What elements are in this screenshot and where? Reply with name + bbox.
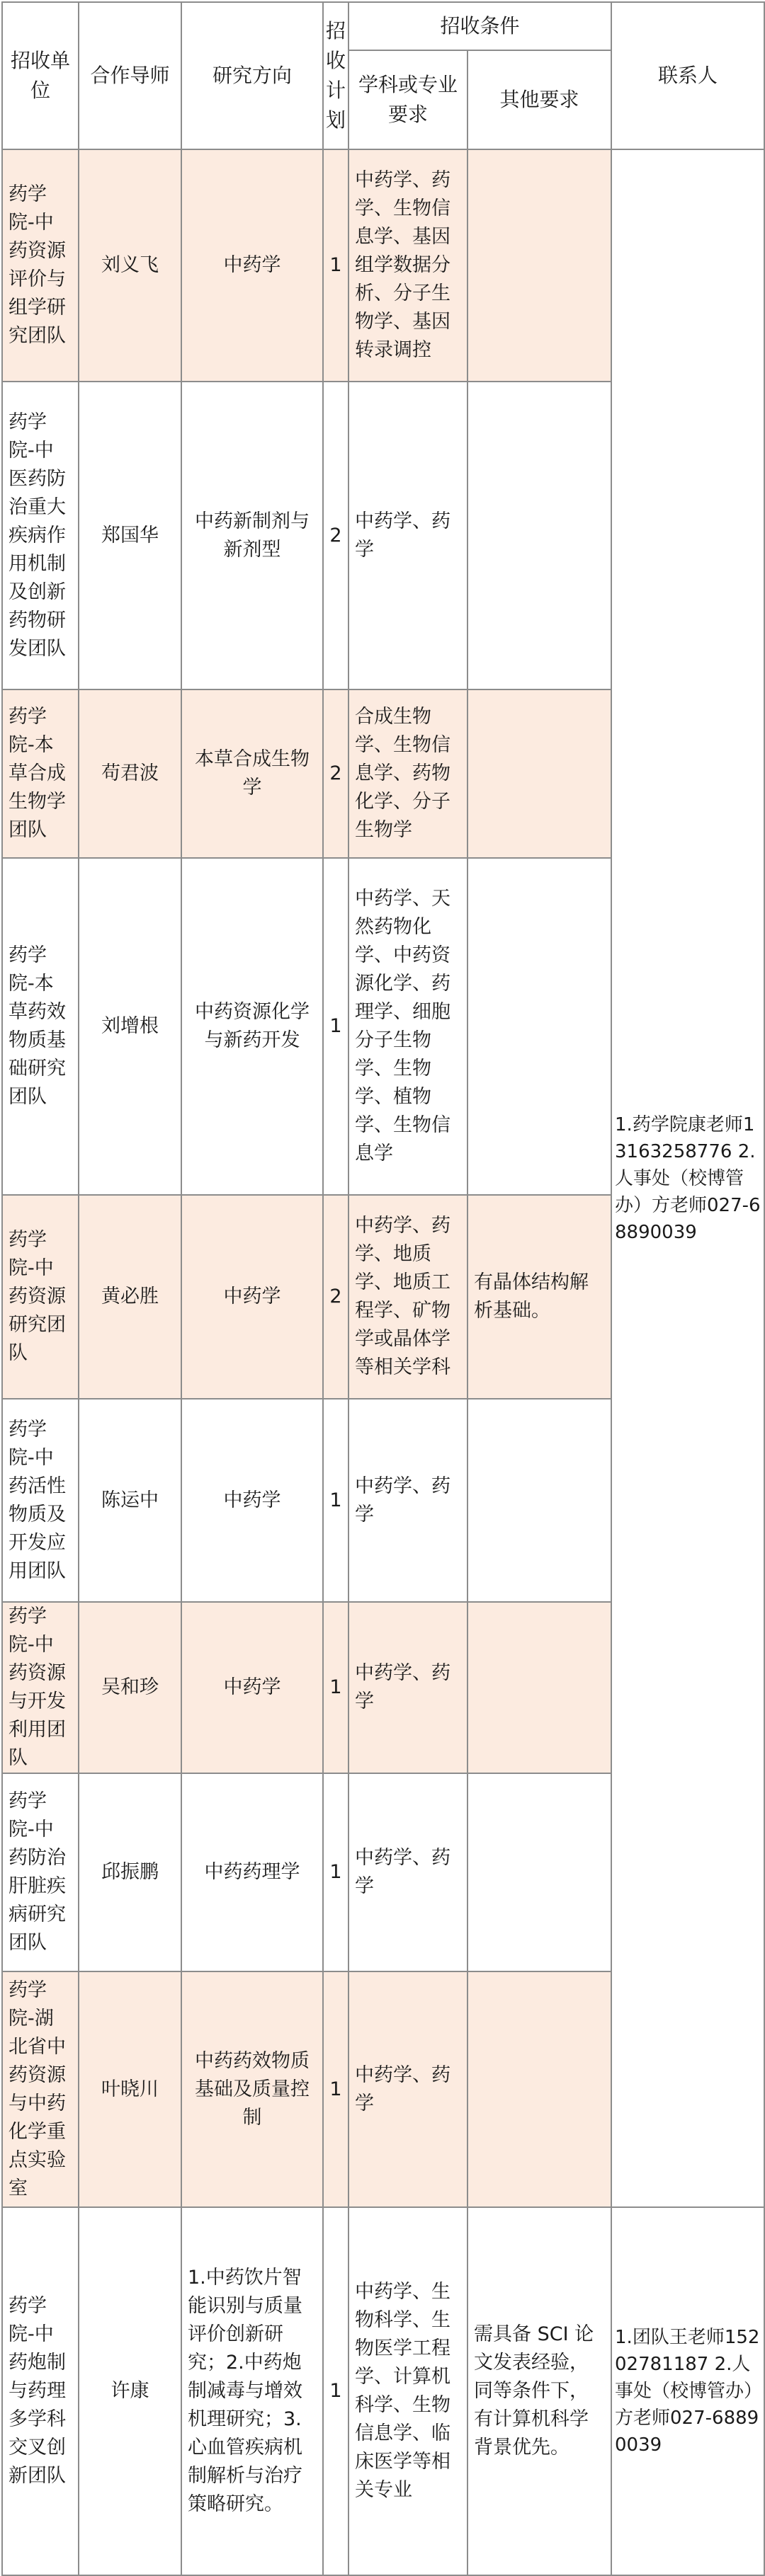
advisor-cell: 刘增根 <box>79 858 181 1195</box>
other-cell <box>468 382 611 689</box>
direction-cell: 中药新制剂与新剂型 <box>181 382 323 689</box>
major-cell: 中药学、药学 <box>348 1971 468 2207</box>
unit-cell: 药学院-湖北省中药资源与中药化学重点实验室 <box>2 1971 79 2207</box>
unit-cell: 药学院-中药防治肝脏疾病研究团队 <box>2 1773 79 1971</box>
other-cell <box>468 689 611 858</box>
direction-cell: 中药学 <box>181 1195 323 1399</box>
unit-cell: 药学院-中药资源与开发利用团队 <box>2 1602 79 1773</box>
major-cell: 中药学、生物科学、生物医学工程学、计算机科学、生物信息学、临床医学等相关专业 <box>348 2207 468 2575</box>
unit-cell: 药学院-中药炮制与药理多学科交叉创新团队 <box>2 2207 79 2575</box>
other-cell <box>468 1399 611 1602</box>
advisor-cell: 苟君波 <box>79 689 181 858</box>
direction-cell: 中药学 <box>181 1602 323 1773</box>
major-cell: 中药学、药学 <box>348 1773 468 1971</box>
unit-cell: 药学院-中药资源研究团队 <box>2 1195 79 1399</box>
other-cell <box>468 1602 611 1773</box>
direction-cell: 1.中药饮片智能识别与质量评价创新研究；2.中药炮制减毒与增效机理研究；3.心血管疾病机制解析与治疗策略研究。 <box>181 2207 323 2575</box>
other-cell <box>468 1971 611 2207</box>
direction-cell: 中药药效物质基础及质量控制 <box>181 1971 323 2207</box>
major-cell: 中药学、天然药物化学、中药资源化学、药理学、细胞分子生物学、生物学、植物学、生物信息学 <box>348 858 468 1195</box>
plan-cell: 2 <box>323 689 348 858</box>
direction-cell: 中药药理学 <box>181 1773 323 1971</box>
header-other: 其他要求 <box>468 50 611 149</box>
other-cell: 有晶体结构解析基础。 <box>468 1195 611 1399</box>
table-row <box>2 149 764 382</box>
contact-cell: 1.药学院康老师13163258776 2.人事处（校博管办）方老师027-68890039 <box>611 149 764 2207</box>
header-unit: 招收单位 <box>2 2 79 149</box>
plan-cell: 1 <box>323 1399 348 1602</box>
major-cell: 中药学、药学 <box>348 1602 468 1773</box>
advisor-cell: 郑国华 <box>79 382 181 689</box>
recruitment-table <box>1 1 765 2576</box>
advisor-cell: 吴和珍 <box>79 1602 181 1773</box>
unit-cell: 药学院-中药活性物质及开发应用团队 <box>2 1399 79 1602</box>
advisor-cell: 刘义飞 <box>79 149 181 382</box>
other-cell <box>468 858 611 1195</box>
other-cell <box>468 149 611 382</box>
plan-cell: 2 <box>323 382 348 689</box>
header-advisor: 合作导师 <box>79 2 181 149</box>
plan-cell: 2 <box>323 1195 348 1399</box>
other-cell: 需具备 SCI 论文发表经验，同等条件下，有计算机科学背景优先。 <box>468 2207 611 2575</box>
plan-cell: 1 <box>323 149 348 382</box>
major-cell: 合成生物学、生物信息学、药物化学、分子生物学 <box>348 689 468 858</box>
advisor-cell: 许康 <box>79 2207 181 2575</box>
unit-cell: 药学院-本草合成生物学团队 <box>2 689 79 858</box>
major-cell: 中药学、药学 <box>348 382 468 689</box>
plan-cell: 1 <box>323 1773 348 1971</box>
unit-cell: 药学院-中药资源评价与组学研究团队 <box>2 149 79 382</box>
advisor-cell: 黄必胜 <box>79 1195 181 1399</box>
major-cell: 中药学、药学、生物信息学、基因组学数据分析、分子生物学、基因转录调控 <box>348 149 468 382</box>
header-contact: 联系人 <box>611 2 764 149</box>
advisor-cell: 陈运中 <box>79 1399 181 1602</box>
plan-cell: 1 <box>323 2207 348 2575</box>
advisor-cell: 邱振鹏 <box>79 1773 181 1971</box>
header-conditions: 招收条件 <box>348 2 611 50</box>
plan-cell: 1 <box>323 1971 348 2207</box>
header-direction: 研究方向 <box>181 2 323 149</box>
major-cell: 中药学、药学 <box>348 1399 468 1602</box>
unit-cell: 药学院-中医药防治重大疾病作用机制及创新药物研发团队 <box>2 382 79 689</box>
table-row <box>2 2207 764 2575</box>
plan-cell: 1 <box>323 858 348 1195</box>
advisor-cell: 叶晓川 <box>79 1971 181 2207</box>
direction-cell: 中药资源化学与新药开发 <box>181 858 323 1195</box>
direction-cell: 本草合成生物学 <box>181 689 323 858</box>
direction-cell: 中药学 <box>181 1399 323 1602</box>
unit-cell: 药学院-本草药效物质基础研究团队 <box>2 858 79 1195</box>
major-cell: 中药学、药学、地质学、地质工程学、矿物学或晶体学等相关学科 <box>348 1195 468 1399</box>
direction-cell: 中药学 <box>181 149 323 382</box>
contact-cell: 1.团队王老师15202781187 2.人事处（校博管办）方老师027-68890039 <box>611 2207 764 2575</box>
header-major: 学科或专业要求 <box>348 50 468 149</box>
header-plan: 招收计划 <box>323 2 348 149</box>
other-cell <box>468 1773 611 1971</box>
plan-cell: 1 <box>323 1602 348 1773</box>
